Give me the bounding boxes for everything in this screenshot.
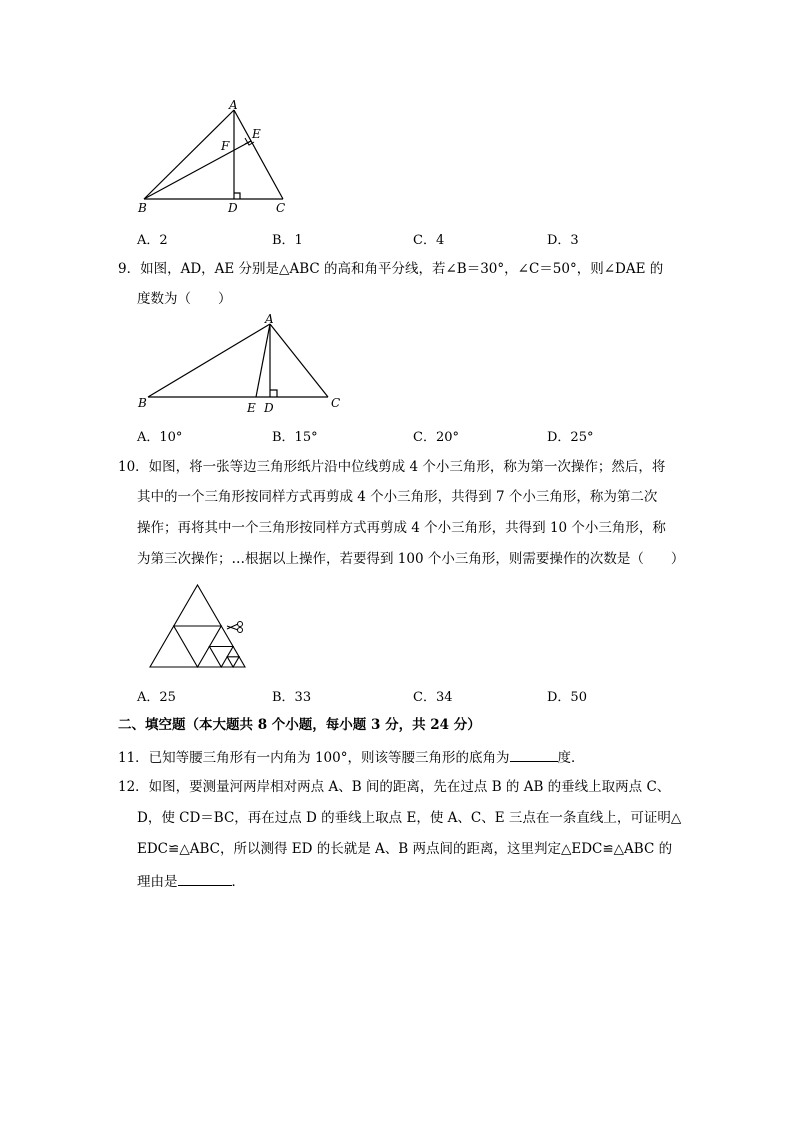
- q8-label-A: A: [229, 98, 238, 112]
- q9-text-line1: 9．如图，AD，AE 分别是△ABC 的高和角平分线，若∠B＝30°，∠C＝50°，则∠DAE 的: [118, 261, 664, 277]
- q8-option-c: C．4: [413, 233, 445, 248]
- q9-text-line2: 度数为（ ）: [137, 291, 232, 307]
- q8-label-B: B: [138, 201, 147, 215]
- q10-text-line2: 其中的一个三角形按同样方式再剪成 4 个小三角形，共得到 7 个小三角形，称为第二次: [137, 489, 658, 505]
- q12-answer-blank[interactable]: [178, 871, 232, 886]
- q9-option-c: C．20°: [413, 430, 459, 445]
- q11-text-after: 度．: [557, 750, 585, 766]
- section-2-heading: 二、填空题（本大题共 8 个小题，每小题 3 分，共 24 分）: [118, 717, 481, 733]
- q12-text-before: 理由是: [137, 874, 178, 890]
- q10-text-line1: 10．如图，将一张等边三角形纸片沿中位线剪成 4 个小三角形，称为第一次操作；然后，将: [118, 459, 666, 475]
- q10-option-d: D．50: [547, 690, 587, 705]
- q9-label-C: C: [331, 396, 341, 410]
- q9-label-B: B: [138, 396, 147, 410]
- q9-option-a: A．10°: [137, 430, 183, 445]
- q8-option-d: D．3: [547, 233, 579, 248]
- q9-label-A: A: [265, 312, 274, 326]
- q10-text-line3: 操作；再将其中一个三角形按同样方式再剪成 4 个小三角形，共得到 10 个小三角形，称: [137, 520, 666, 536]
- q12-text-line3: EDC≌△ABC，所以测得 ED 的长就是 A、B 两点间的距离，这里判定△EDC≌△ABC 的: [137, 841, 673, 857]
- q10-option-b: B．33: [272, 690, 312, 705]
- q9-label-D: D: [264, 401, 274, 415]
- q9-label-E: E: [247, 401, 256, 415]
- q10-text-line4: 为第三次操作；…根据以上操作，若要得到 100 个小三角形，则需要操作的次数是（ ）: [137, 551, 685, 567]
- scissors-icon: [227, 622, 243, 633]
- q12-text-after: ．: [231, 874, 245, 890]
- q8-triangle-figure: [130, 98, 300, 218]
- q9-option-b: B．15°: [272, 430, 318, 445]
- q8-option-b: B．1: [272, 233, 303, 248]
- q9-triangle-figure: [130, 312, 350, 417]
- q11-text-before: 11．已知等腰三角形有一内角为 100°，则该等腰三角形的底角为: [118, 750, 510, 766]
- q11-answer-blank[interactable]: [510, 747, 558, 762]
- q10-triangle-figure: [145, 580, 255, 672]
- q10-option-c: C．34: [413, 690, 453, 705]
- q12-text-line4: [137, 871, 245, 891]
- q10-option-a: A．25: [137, 690, 176, 705]
- q8-option-a: A．2: [137, 233, 168, 248]
- q8-label-C: C: [276, 201, 286, 215]
- q8-label-F: F: [221, 139, 230, 153]
- q9-option-d: D．25°: [547, 430, 594, 445]
- q11-text: [118, 747, 585, 767]
- q12-text-line1: 12．如图，要测量河两岸相对两点 A、B 间的距离，先在过点 B 的 AB 的垂线上取两点 C、: [118, 779, 671, 795]
- q8-label-E: E: [252, 127, 261, 141]
- q8-label-D: D: [228, 201, 238, 215]
- q12-text-line2: D，使 CD＝BC，再在过点 D 的垂线上取点 E，使 A、C、E 三点在一条直线上，可证明△: [137, 810, 682, 826]
